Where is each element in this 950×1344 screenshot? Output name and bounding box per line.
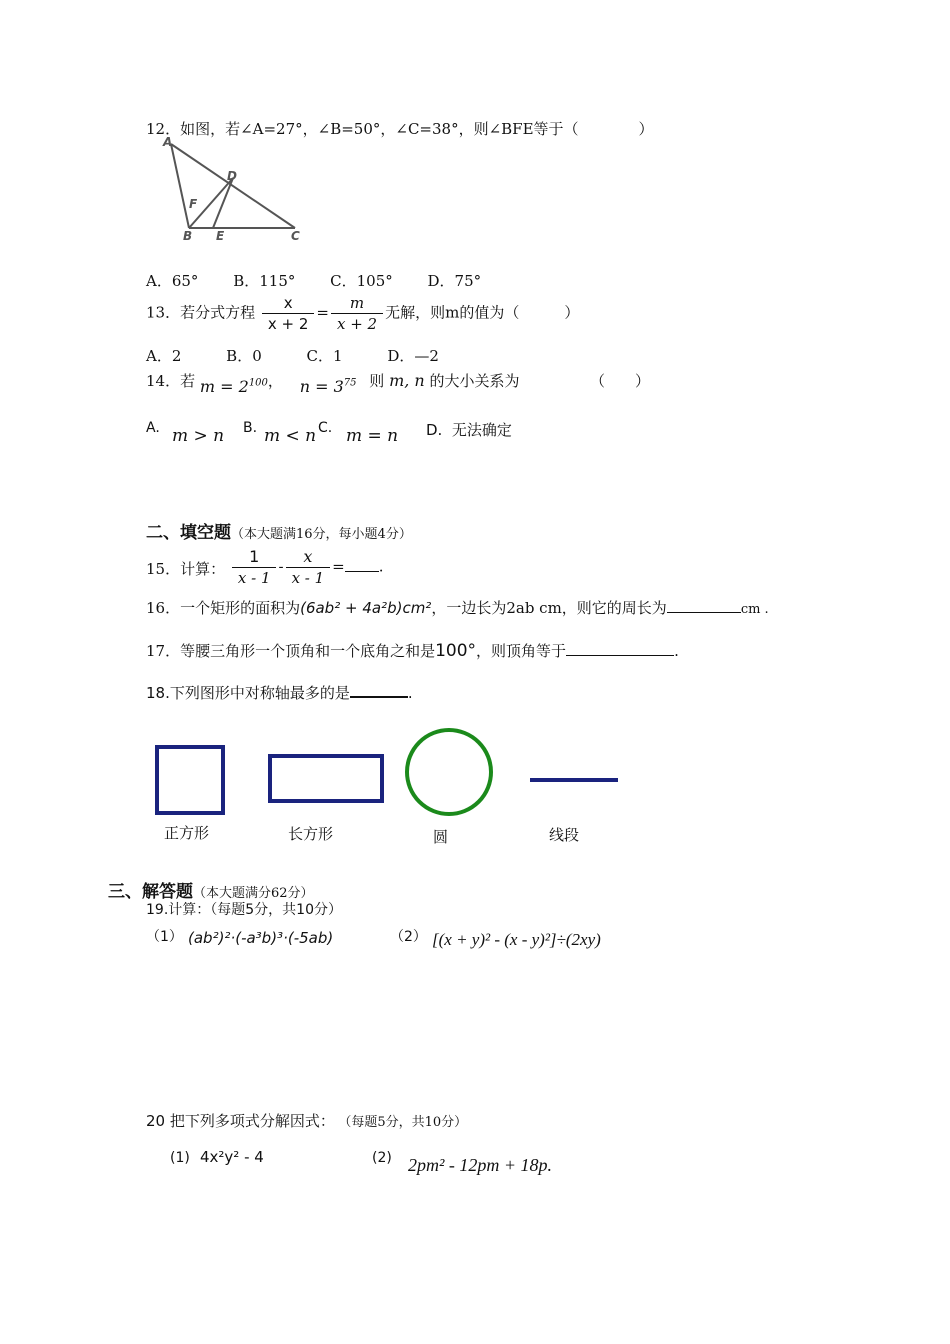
q14-opt-b-label: B. — [243, 420, 258, 436]
q17-suffix: ，则顶角等于 — [476, 642, 567, 660]
circle-shape — [407, 730, 491, 814]
label-circle: 圆 — [433, 828, 449, 846]
q13-frac2-den: x + 2 — [336, 315, 378, 333]
q14-opt-a-label: A. — [146, 420, 160, 436]
segment-ac — [171, 144, 295, 228]
q13-eq: = — [316, 303, 329, 322]
q13-fraction-2 — [331, 293, 383, 334]
q14-vars: m, n — [389, 371, 425, 390]
q19-part2-label: （2） — [390, 929, 427, 945]
q16-stem — [146, 597, 769, 618]
label-rectangle: 长方形 — [288, 825, 334, 843]
q18-stem: 18.下列图形中对称轴最多的是 . — [146, 684, 413, 702]
q13-option-d: D．—2 — [387, 347, 439, 365]
q19-stem: 19.计算：（每题5分，共10分） — [146, 902, 342, 918]
q13-suffix: 无解，则m的值为（ ） — [385, 303, 580, 322]
q16-mid: ，一边长为2ab cm，则它的周长为 — [431, 599, 667, 617]
q12-option-a: A．65° — [146, 272, 199, 290]
q13-option-c: C．1 — [306, 347, 343, 365]
rectangle-shape — [270, 756, 382, 801]
q14-then: 则 — [369, 372, 385, 390]
q19-part1-expr: (ab²)²·(-a³b)³·(-5ab) — [188, 929, 334, 947]
q13-option-a: A．2 — [146, 347, 182, 365]
q17-answer-blank[interactable] — [566, 655, 674, 656]
segment-ed — [213, 178, 233, 228]
q16-answer-blank[interactable] — [667, 612, 741, 613]
label-a: A — [163, 135, 173, 149]
q18-shapes-figure — [150, 722, 630, 822]
q20-part1-label: (1) — [170, 1150, 190, 1166]
q16-unit: cm . — [740, 602, 769, 617]
q13-fraction-1 — [262, 293, 315, 334]
q14-opt-d: D. 无法确定 — [426, 421, 512, 439]
q13-frac1-den: x + 2 — [267, 315, 309, 333]
q20-part2-label: (2) — [372, 1150, 392, 1166]
label-square: 正方形 — [164, 824, 210, 842]
q14-opt-c-label: C. — [318, 420, 333, 436]
q14-paren: （ ） — [590, 372, 651, 390]
q12-option-d: D．75° — [427, 272, 482, 290]
q19-part1-label: （1） — [146, 929, 183, 945]
label-segment: 线段 — [549, 826, 580, 844]
q17-angle: 100° — [435, 641, 477, 661]
q12-options — [146, 270, 481, 291]
label-f: F — [189, 197, 198, 211]
q15-prefix: 15．计算： — [146, 559, 226, 578]
q14-n-expr: $n = 3^{75}$ — [299, 377, 357, 396]
q13-option-b: B．0 — [226, 347, 262, 365]
q20-stem — [146, 1110, 467, 1131]
q14-stem: 14．若 $m = 2^{100}$， $n = 3^{75}$ 则 m, n 的大小关系为 — [146, 371, 520, 396]
q13-frac2-num: m — [331, 293, 383, 314]
q14-suffix: 的大小关系为 — [429, 372, 520, 390]
q15-stem: 15．计算： $\frac{1}{x - 1}$ - $\frac{x}{x - 1}$ = . — [146, 547, 384, 587]
q14-m-expr: $m = 2^{100}$ — [199, 377, 268, 396]
label-e: E — [216, 229, 225, 243]
q20-part2-expr: 2pm² - 12pm + 18p. — [408, 1155, 553, 1175]
q12-option-b: B．115° — [233, 272, 296, 290]
q12-triangle-figure — [155, 134, 315, 246]
q16-prefix: 16．一个矩形的面积为 — [146, 599, 301, 617]
q14-opt-c: m = n — [346, 426, 399, 446]
section3-title: 三、解答题 — [108, 882, 193, 902]
q14-opt-b: m < n — [264, 426, 317, 446]
q13-options — [146, 345, 439, 366]
q20-note: （每题5分，共10分） — [344, 1115, 468, 1130]
q13-frac1-num: x — [262, 293, 315, 314]
q14-opt-a: m > n — [172, 426, 225, 446]
q12-option-c: C．105° — [330, 272, 393, 290]
q12-stem: 12．如图，若∠A=27°，∠B=50°，∠C=38°，则∠BFE等于（ ） — [146, 120, 654, 138]
q20-stem-text: 20 把下列多项式分解因式： — [146, 1112, 335, 1130]
square-shape — [157, 747, 223, 813]
q16-expr: (6ab² + 4a²b)cm² — [300, 599, 432, 617]
q13-stem — [146, 293, 579, 334]
q18-answer-blank[interactable] — [350, 696, 408, 698]
q15-answer-blank[interactable] — [345, 571, 379, 572]
q17-prefix: 17．等腰三角形一个顶角和一个底角之和是 — [146, 642, 436, 660]
label-d: D — [227, 169, 237, 183]
label-c: C — [291, 229, 300, 243]
q15-fraction-2: $\frac{x}{x - 1}$ — [286, 547, 331, 588]
segment-ab — [171, 144, 189, 228]
q15-fraction-1: $\frac{1}{x - 1}$ — [232, 547, 277, 588]
q17-stem: 17．等腰三角形一个顶角和一个底角之和是100°，则顶角等于 . — [146, 641, 679, 661]
section3-note: （本大题满分62分） — [193, 886, 314, 901]
q13-prefix: 13．若分式方程 — [146, 303, 256, 322]
section2-title: 二、填空题 — [146, 523, 231, 543]
section2-note: （本大题满16分，每小题4分） — [231, 527, 412, 542]
q19-part2-expr: [(x + y)² - (x - y)²]÷(2xy) — [432, 930, 601, 949]
q14-prefix: 14．若 — [146, 372, 196, 390]
q20-part1-expr: 4x²y² - 4 — [200, 1148, 264, 1166]
section2-heading — [146, 518, 412, 543]
label-b: B — [183, 229, 193, 243]
